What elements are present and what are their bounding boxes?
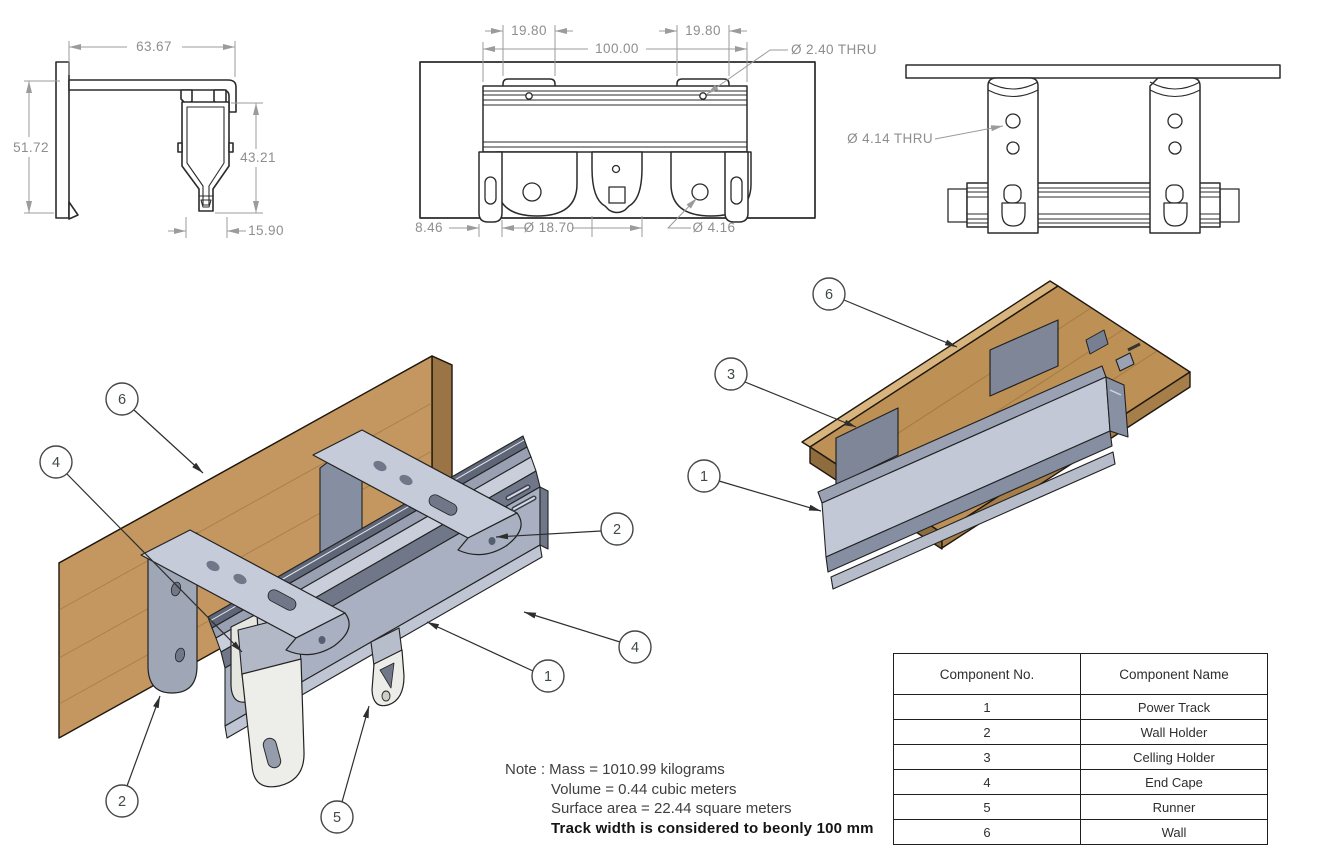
note-line-mass: Note : Mass = 1010.99 kilograms	[505, 761, 725, 778]
track-end-face	[540, 487, 548, 549]
balloon-wall-holder-upper-num: 2	[612, 522, 622, 538]
holder-hook-right	[1164, 203, 1187, 226]
cell-no-2: 2	[894, 720, 1081, 745]
cell-no-1: 1	[894, 695, 1081, 720]
runner-square-hole	[609, 187, 625, 203]
tab-hole-left	[526, 93, 532, 99]
wall-plate-outline	[56, 62, 69, 218]
track-end-block-left	[948, 189, 967, 222]
end-view	[847, 65, 1280, 233]
table-header-no: Component No.	[894, 654, 1081, 695]
tab-hole-right	[700, 93, 706, 99]
dim-text-right-height: 43.21	[240, 150, 276, 165]
leader-end-cape-lower	[524, 612, 620, 642]
dim-text-bottom-hole: Ø 4.16	[692, 220, 736, 235]
end-cape-slot-left	[485, 177, 496, 204]
balloon-wall-num: 6	[117, 392, 127, 408]
dim-text-left-height: 51.72	[13, 140, 49, 155]
leader-wall-r	[844, 300, 957, 347]
dim-text-tab-left: 19.80	[511, 23, 547, 38]
table-header-row	[894, 654, 1268, 695]
cell-no-6: 6	[894, 820, 1081, 845]
dim-text-offset: 8.46	[415, 220, 443, 235]
component-table	[893, 653, 1268, 845]
cell-no-4: 4	[894, 770, 1081, 795]
cell-name-6: Wall	[1081, 820, 1268, 845]
holder-slot-right	[1166, 185, 1183, 203]
leader-runner	[342, 706, 369, 802]
note-line-surface: Surface area = 22.44 square meters	[551, 800, 792, 817]
wall-plate-foot	[69, 202, 78, 219]
table-row	[894, 820, 1268, 845]
cell-no-3: 3	[894, 745, 1081, 770]
front-view	[415, 23, 877, 237]
balloon-end-cape-upper-num: 4	[51, 455, 61, 471]
cell-name-3: Celling Holder	[1081, 745, 1268, 770]
dim-text-overall: 100.00	[595, 41, 639, 56]
cell-name-5: Runner	[1081, 795, 1268, 820]
runner-hole	[613, 166, 620, 173]
note-block	[505, 760, 874, 838]
table-row	[894, 695, 1268, 720]
holder-hole-4	[1169, 142, 1181, 154]
balloon-power-track-num: 1	[543, 669, 553, 685]
ceiling-board-outline	[906, 65, 1280, 78]
dim-text-top-width: 63.67	[136, 39, 172, 54]
balloon-runner-num: 5	[332, 810, 342, 826]
cell-name-2: Wall Holder	[1081, 720, 1268, 745]
leader-ceiling-holder	[745, 382, 856, 427]
table-row	[894, 770, 1268, 795]
leader-track-r	[719, 481, 821, 511]
ext-lines-1590	[186, 217, 227, 238]
dim-text-top-hole: Ø 2.40 THRU	[791, 42, 877, 57]
funnel-holder-outline	[182, 102, 229, 211]
balloon-power-track-r-num: 1	[699, 469, 709, 485]
note-line-track-width: Track width is considered to beonly 100 mm	[551, 819, 874, 837]
holder-hole-left	[523, 183, 541, 201]
runner-hook-hole	[382, 691, 390, 701]
holder-hole-3	[1168, 114, 1182, 128]
table-row	[894, 795, 1268, 820]
leader-wall	[134, 410, 203, 473]
holder-hook-left	[1002, 203, 1025, 226]
curl-hole	[489, 537, 496, 545]
balloon-end-cape-lower-num: 4	[630, 640, 640, 656]
table-row	[894, 720, 1268, 745]
isometric-ceiling-view	[688, 278, 1190, 589]
balloon-wall-holder-lower-num: 2	[117, 794, 127, 810]
end-cape-slot-right	[731, 177, 742, 204]
cell-no-5: 5	[894, 795, 1081, 820]
funnel-tab-right	[229, 143, 233, 152]
holder-hole-right	[692, 184, 708, 200]
funnel-tab-left	[178, 143, 182, 152]
dim-text-tab-right: 19.80	[685, 23, 721, 38]
cell-name-4: End Cape	[1081, 770, 1268, 795]
balloon-wall-r-num: 6	[824, 287, 834, 303]
dim-text-bottom-width: 15.90	[248, 223, 284, 238]
dim-text-side-hole: Ø 4.14 THRU	[847, 131, 933, 146]
note-line-volume: Volume = 0.44 cubic meters	[551, 780, 737, 798]
holder-hole-2	[1007, 142, 1019, 154]
balloon-ceiling-holder-num: 3	[726, 367, 736, 383]
side-profile-view	[13, 39, 284, 238]
table-header-name: Component Name	[1081, 654, 1268, 695]
dim-text-holder-dia: Ø 18.70	[523, 220, 575, 235]
holder-hole-1	[1006, 114, 1020, 128]
leader-track	[427, 622, 533, 671]
leader-holder-lower	[127, 696, 160, 786]
track-end-block-right	[1220, 189, 1239, 222]
table-row	[894, 745, 1268, 770]
cell-name-1: Power Track	[1081, 695, 1268, 720]
holder-slot-left	[1004, 185, 1021, 203]
curl-hole	[319, 636, 326, 644]
